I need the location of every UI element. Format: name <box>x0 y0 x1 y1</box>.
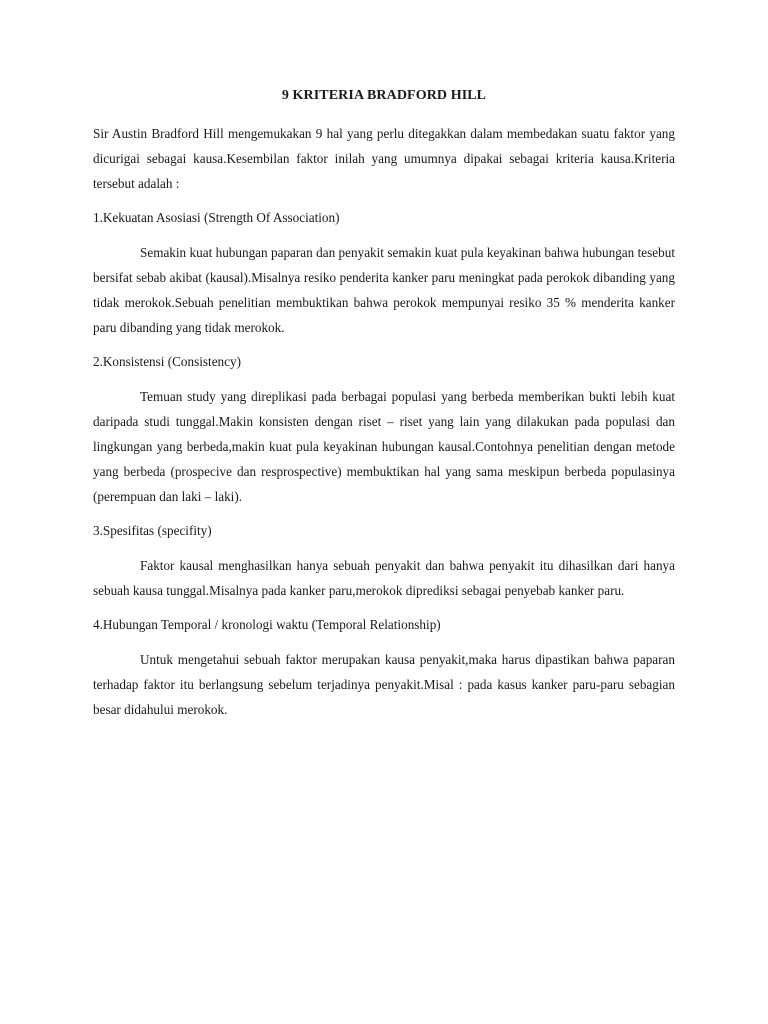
section-heading: 1.Kekuatan Asosiasi (Strength Of Association) <box>93 210 340 225</box>
document-title: 9 KRITERIA BRADFORD HILL <box>281 88 487 103</box>
section-heading: 4.Hubungan Temporal / kronologi waktu (Temporal Relationship) <box>93 617 441 632</box>
section-body: Untuk mengetahui sebuah faktor merupakan kausa penyakit,maka harus dipastikan bahwa paparan terhadap faktor itu berlangsung sebelum terjadinya penyakit.Misal : pada kasus kanker paru-paru sebagian besar didahului merokok. <box>93 652 675 717</box>
section-body: Temuan study yang direplikasi pada berbagai populasi yang berbeda memberikan bukti lebih kuat daripada studi tunggal.Makin konsisten dengan riset – riset yang lain yang dilakukan pada populasi dan lingkungan yang berbeda,makin kuat pula keyakinan hubungan kausal.Contohnya penelitian dengan metode yang berbeda (prospecive dan resprospective) membuktikan hal yang sama meskipun berbeda populasinya (perempuan dan laki – laki). <box>93 389 675 504</box>
section-specificity <box>93 519 675 603</box>
section-body: Semakin kuat hubungan paparan dan penyakit semakin kuat pula keyakinan bahwa hubungan tesebut bersifat sebab akibat (kausal).Misalnya resiko penderita kanker paru meningkat pada perokok dibanding yang tidak merokok.Sebuah penelitian membuktikan bahwa perokok mempunyai resiko 35 % menderita kanker paru dibanding yang tidak merokok. <box>93 245 675 335</box>
document-page <box>93 84 675 732</box>
section-heading: 3.Spesifitas (specifity) <box>93 523 212 538</box>
intro-paragraph: Sir Austin Bradford Hill mengemukakan 9 hal yang perlu ditegakkan dalam membedakan suatu faktor yang dicurigai sebagai kausa.Kesembilan faktor inilah yang umumnya dipakai sebagai kriteria kausa.Kriteria tersebut adalah : <box>93 126 675 191</box>
section-body: Faktor kausal menghasilkan hanya sebuah penyakit dan bahwa penyakit itu dihasilkan dari hanya sebuah kausa tunggal.Misalnya pada kanker paru,merokok diprediksi sebagai penyebab kanker paru. <box>93 558 675 598</box>
section-consistency <box>93 350 675 509</box>
section-temporal-relationship <box>93 613 675 722</box>
section-heading: 2.Konsistensi (Consistency) <box>93 354 241 369</box>
section-strength-of-association <box>93 206 675 340</box>
